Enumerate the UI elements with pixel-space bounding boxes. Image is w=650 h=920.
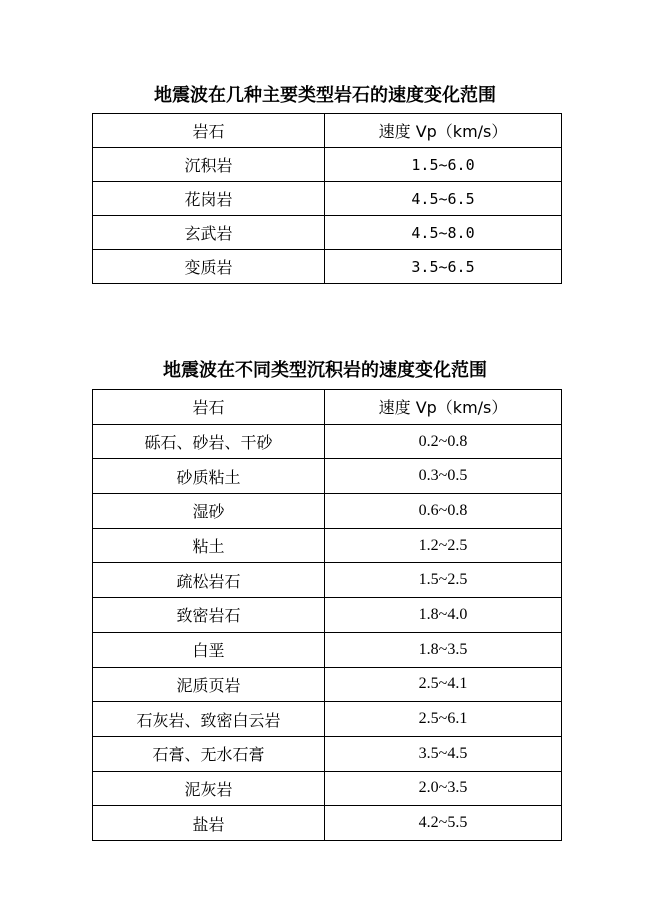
rock-name-cell: 粘土 [93, 528, 325, 563]
rock-name-cell: 疏松岩石 [93, 563, 325, 598]
rock-name-cell: 玄武岩 [93, 216, 325, 250]
header-speed: 速度 Vp（km/s） [325, 114, 562, 148]
rock-name-cell: 石灰岩、致密白云岩 [93, 702, 325, 737]
speed-range-cell: 4.2~5.5 [325, 806, 562, 841]
table-row [93, 148, 562, 182]
rock-name-cell: 湿砂 [93, 494, 325, 529]
rock-name-cell: 砂质粘土 [93, 459, 325, 494]
speed-range-cell: 2.0~3.5 [325, 771, 562, 806]
table-header-row [93, 114, 562, 148]
header-speed: 速度 Vp（km/s） [325, 390, 562, 425]
rock-name-cell: 石膏、无水石膏 [93, 736, 325, 771]
header-rock: 岩石 [93, 390, 325, 425]
speed-range-cell: 0.3~0.5 [325, 459, 562, 494]
table-row [93, 598, 562, 633]
table-row [93, 736, 562, 771]
table-row [93, 702, 562, 737]
table-row [93, 771, 562, 806]
speed-range-cell: 1.5~2.5 [325, 563, 562, 598]
rock-name-cell: 变质岩 [93, 250, 325, 284]
table-row [93, 528, 562, 563]
table-row [93, 494, 562, 529]
rock-name-cell: 泥灰岩 [93, 771, 325, 806]
speed-range-cell: 0.2~0.8 [325, 424, 562, 459]
table-row [93, 632, 562, 667]
sedimentary-speed-table [92, 389, 562, 841]
speed-range-cell: 1.8~4.0 [325, 598, 562, 633]
table-row [93, 216, 562, 250]
speed-range-cell: 1.8~3.5 [325, 632, 562, 667]
speed-range-cell: 3.5~4.5 [325, 736, 562, 771]
rock-name-cell: 泥质页岩 [93, 667, 325, 702]
speed-range-cell: 0.6~0.8 [325, 494, 562, 529]
speed-range-cell: 3.5~6.5 [325, 250, 562, 284]
rock-name-cell: 沉积岩 [93, 148, 325, 182]
table-row [93, 806, 562, 841]
rock-name-cell: 致密岩石 [93, 598, 325, 633]
header-rock: 岩石 [93, 114, 325, 148]
speed-range-cell: 2.5~4.1 [325, 667, 562, 702]
speed-range-cell: 1.5~6.0 [325, 148, 562, 182]
speed-range-cell: 4.5~6.5 [325, 182, 562, 216]
table-row [93, 459, 562, 494]
rock-name-cell: 白垩 [93, 632, 325, 667]
rock-name-cell: 盐岩 [93, 806, 325, 841]
speed-range-cell: 1.2~2.5 [325, 528, 562, 563]
table-2-title: 地震波在不同类型沉积岩的速度变化范围 [163, 360, 487, 381]
rock-speed-table [92, 113, 562, 284]
speed-range-cell: 4.5~8.0 [325, 216, 562, 250]
table-row [93, 424, 562, 459]
speed-range-cell: 2.5~6.1 [325, 702, 562, 737]
rock-name-cell: 砾石、砂岩、干砂 [93, 424, 325, 459]
table-row [93, 563, 562, 598]
rock-name-cell: 花岗岩 [93, 182, 325, 216]
table-row [93, 182, 562, 216]
table-row [93, 250, 562, 284]
table-row [93, 667, 562, 702]
table-header-row [93, 390, 562, 425]
table-1-title: 地震波在几种主要类型岩石的速度变化范围 [154, 85, 496, 106]
